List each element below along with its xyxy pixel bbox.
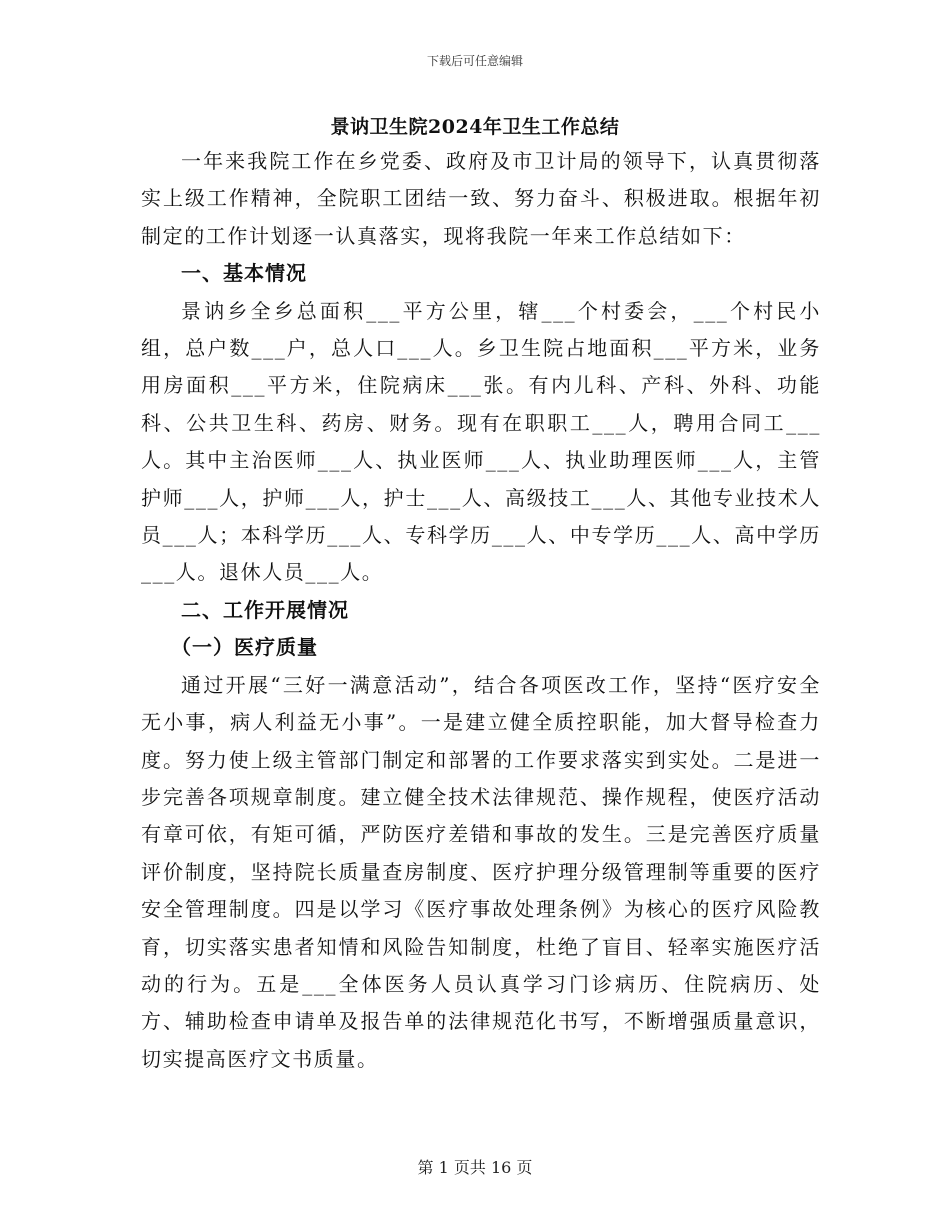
page-number-footer: 第 1 页共 16 页 [417, 1158, 533, 1177]
header-note: 下载后可任意编辑 [426, 54, 523, 68]
section-1-paragraph: 景讷乡全乡总面积___平方公里，辖___个村委会，___个村民小组，总户数___户，总人口___人。乡卫生院占地面积___平方米，业务用房面积___平方米，住院病床___张。有内儿科、产科、外科、功能科、公共卫生科、药房、财务。现有在职职工___人，聘用合同工___人。其中主治医师___人、执业医师___人、执业助理医师___人，主管护师___人，护师___人，护士___人、高级技工___人、其他专业技术人员___人；本科学历___人、专科学历___人、中专学历___人、高中学历___人。退休人员___人。 [141, 298, 821, 585]
subsection-1-heading: （一）医疗质量 [171, 635, 318, 660]
section-2-heading: 二、工作开展情况 [181, 597, 349, 622]
document-body [141, 143, 821, 1078]
section-1-heading: 一、基本情况 [181, 261, 307, 286]
intro-paragraph: 一年来我院工作在乡党委、政府及市卫计局的领导下，认真贯彻落实上级工作精神，全院职工团结一致、努力奋斗、积极进取。根据年初制定的工作计划逐一认真落实，现将我院一年来工作总结如下： [141, 149, 821, 248]
document-title: 景讷卫生院2024年卫生工作总结 [330, 116, 620, 138]
subsection-1-paragraph: 通过开展“三好一满意活动”，结合各项医改工作，坚持“医疗安全无小事，病人利益无小事”。一是建立健全质控职能，加大督导检查力度。努力使上级主管部门制定和部署的工作要求落实到实处。二是进一步完善各项规章制度。建立健全技术法律规范、操作规程，使医疗活动有章可依，有矩可循，严防医疗差错和事故的发生。三是完善医疗质量评价制度，坚持院长质量查房制度、医疗护理分级管理制等重要的医疗安全管理制度。四是以学习《医疗事故处理条例》为核心的医疗风险教育，切实落实患者知情和风险告知制度，杜绝了盲目、轻率实施医疗活动的行为。五是___全体医务人员认真学习门诊病历、住院病历、处方、辅助检查申请单及报告单的法律规范化书写，不断增强质量意识，切实提高医疗文书质量。 [141, 672, 821, 1071]
